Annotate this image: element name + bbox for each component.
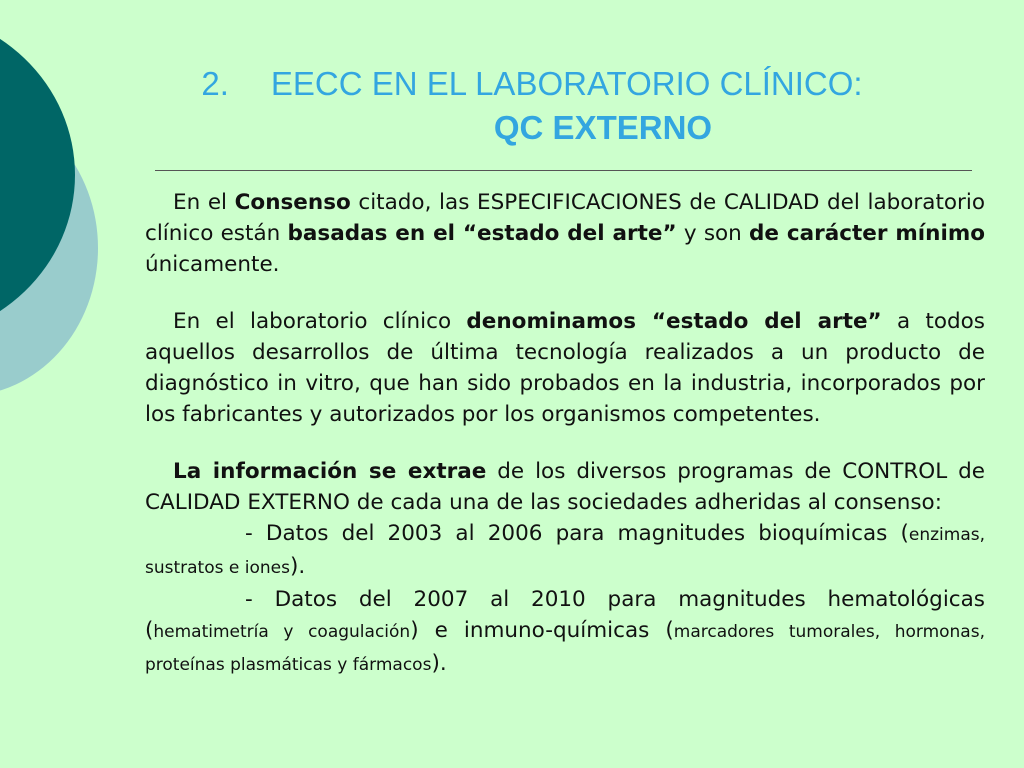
bold-text: de carácter mínimo <box>749 221 985 246</box>
text: a todos aquellos desarrollos de última tecnología realizados a un producto de diagnóstico in vitro, que han sido probados en la industria, incorporados por los fabricantes y autorizados por los organismos competentes. <box>145 309 986 427</box>
slide-title <box>150 62 980 150</box>
small-text: enzimas, sustratos e iones <box>145 525 985 578</box>
text: ). <box>289 554 306 579</box>
bold-text: La información se extrae <box>173 459 487 484</box>
title-number: 2. <box>201 65 229 102</box>
title-line-2: QC EXTERNO <box>493 109 713 146</box>
text: En el laboratorio clínico <box>173 309 467 334</box>
text: ). <box>431 651 447 676</box>
text: ) e inmuno-químicas ( <box>410 618 674 643</box>
paragraph-datos-2003-2006 <box>145 518 985 584</box>
text: únicamente. <box>145 252 280 277</box>
paragraph-consenso <box>145 187 985 280</box>
title-line-1 <box>150 62 980 106</box>
title-main: EECC EN EL LABORATORIO CLÍNICO: <box>270 65 863 102</box>
small-text: marcadores tumorales, hormonas, proteínas plasmáticas y fármacos <box>145 622 985 675</box>
text: y son <box>676 221 750 246</box>
bold-text: basadas en el “estado del arte” <box>287 221 677 246</box>
paragraph-estado-del-arte <box>145 306 985 430</box>
text: - Datos del 2007 al 2010 para magnitudes hematológicas ( <box>145 587 985 643</box>
bold-text: denominamos “estado del arte” <box>466 309 882 334</box>
paragraph-informacion <box>145 456 985 518</box>
text: - Datos del 2003 al 2006 para magnitudes bioquímicas ( <box>245 521 909 546</box>
slide-body <box>145 187 985 681</box>
paragraph-datos-2007-2010 <box>145 584 985 681</box>
text: citado, las ESPECIFICACIONES de CALIDAD del laboratorio clínico están <box>145 190 985 246</box>
text: de los diversos programas de CONTROL de CALIDAD EXTERNO de cada una de las sociedades adheridas al consenso: <box>145 459 986 515</box>
text: En el <box>173 190 235 215</box>
bold-text: Consenso <box>234 190 351 215</box>
small-text: hematimetría y coagulación <box>153 622 411 642</box>
title-divider <box>155 170 972 171</box>
